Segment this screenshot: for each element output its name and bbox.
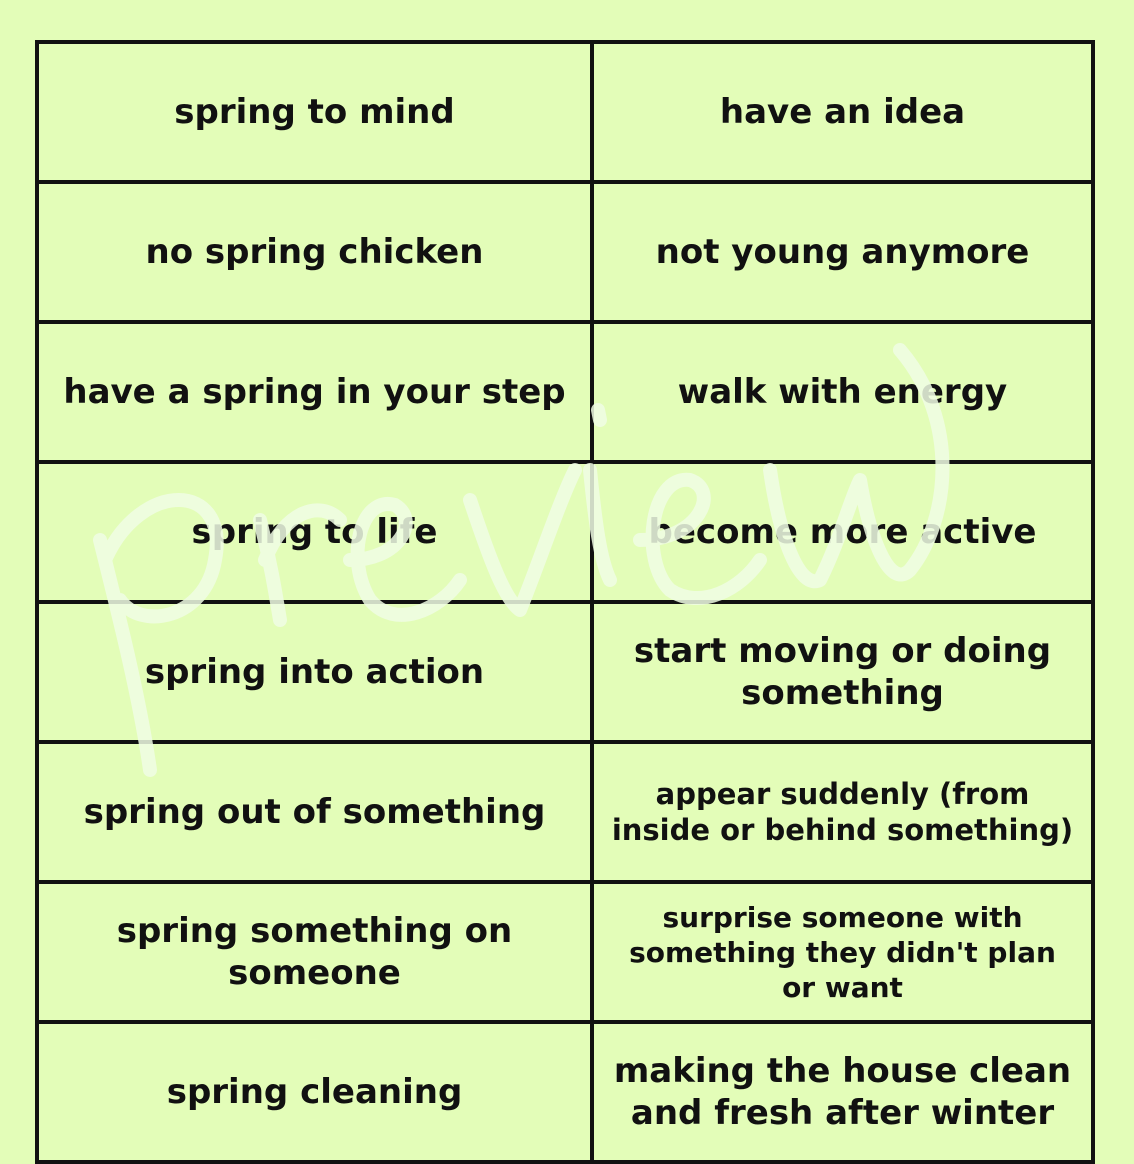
table-row [37,462,1093,602]
idiom-matching-table [35,40,1095,1164]
idiom-cell: no spring chicken [37,182,592,322]
meaning-cell: making the house clean and fresh after winter [592,1022,1093,1162]
meaning-cell: surprise someone with something they didn't plan or want [592,882,1093,1022]
idiom-cell: spring out of something [37,742,592,882]
idiom-cell: have a spring in your step [37,322,592,462]
meaning-cell: not young anymore [592,182,1093,322]
table-row [37,742,1093,882]
idiom-cell: spring something on someone [37,882,592,1022]
idiom-cell: spring to mind [37,42,592,182]
idiom-cell: spring cleaning [37,1022,592,1162]
idiom-cell: spring to life [37,462,592,602]
meaning-cell: appear suddenly (from inside or behind something) [592,742,1093,882]
meaning-cell: walk with energy [592,322,1093,462]
meaning-cell: start moving or doing something [592,602,1093,742]
idiom-cell: spring into action [37,602,592,742]
meaning-cell: have an idea [592,42,1093,182]
table-row [37,182,1093,322]
table-row [37,322,1093,462]
table-row [37,42,1093,182]
meaning-cell: become more active [592,462,1093,602]
table-row [37,1022,1093,1162]
table-row [37,602,1093,742]
table-row [37,882,1093,1022]
